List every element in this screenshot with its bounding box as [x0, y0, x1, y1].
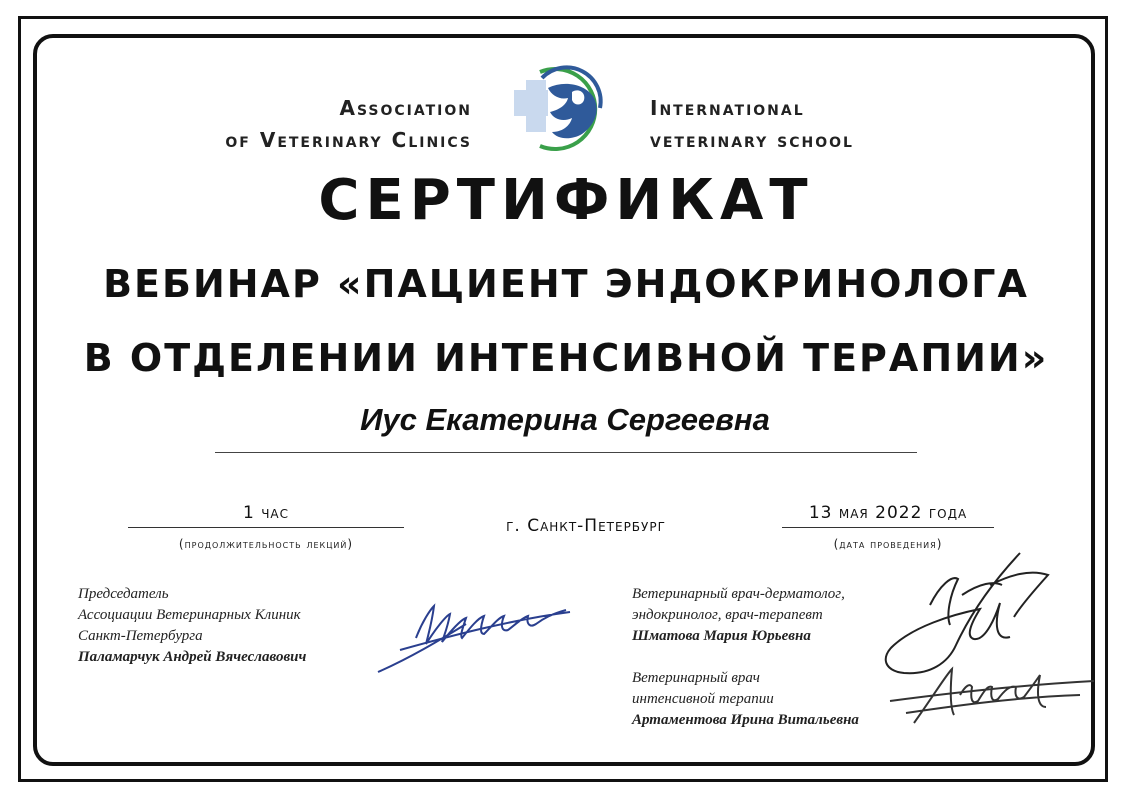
chair-role-line-1: Председатель	[78, 586, 169, 602]
date-underline	[782, 527, 994, 528]
chair-role-line-2: Ассоциации Ветеринарных Клиник	[78, 607, 301, 623]
vet1-role-line-2: эндокринолог, врач-терапевт	[632, 607, 823, 623]
avc-logo-icon	[512, 62, 614, 154]
school-name	[650, 92, 854, 156]
association-line-2: of Veterinary Clinics	[225, 128, 472, 152]
certificate-title: СЕРТИФИКАТ	[318, 168, 814, 233]
association-name	[225, 92, 472, 156]
school-line-2: veterinary school	[650, 128, 854, 152]
recipient-name: Иус Екатерина Сергеевна	[360, 402, 770, 437]
chair-role-line-3: Санкт-Петербурга	[78, 628, 203, 644]
vet2-role-line-2: интенсивной терапии	[632, 691, 774, 707]
city: г. Санкт-Петербург	[506, 516, 666, 536]
chair-signatory	[78, 584, 306, 668]
vet2-name: Артаментова Ирина Витальевна	[632, 712, 859, 728]
chair-signature-icon	[370, 588, 580, 680]
date-value: 13 мая 2022 года	[808, 503, 968, 523]
duration-value: 1 час	[242, 503, 290, 523]
webinar-title-line-1: ВЕБИНАР «ПАЦИЕНТ ЭНДОКРИНОЛОГА	[103, 262, 1029, 306]
date-caption: (дата проведения)	[833, 537, 943, 551]
vet2-signatory	[632, 668, 859, 731]
duration-caption: (продолжительность лекций)	[178, 537, 354, 551]
webinar-title-line-2: В ОТДЕЛЕНИИ ИНТЕНСИВНОЙ ТЕРАПИИ»	[83, 336, 1049, 380]
vet1-name: Шматова Мария Юрьевна	[632, 628, 811, 644]
vet2-role-line-1: Ветеринарный врач	[632, 670, 760, 686]
chair-name: Паламарчук Андрей Вячеславович	[78, 649, 307, 665]
duration-underline	[128, 527, 404, 528]
vet-signatures-icon	[870, 545, 1100, 745]
association-line-1: Association	[339, 96, 472, 120]
vet1-role-line-1: Ветеринарный врач-дерматолог,	[632, 586, 845, 602]
recipient-underline	[215, 452, 917, 453]
school-line-1: International	[650, 96, 805, 120]
vet1-signatory	[632, 584, 845, 647]
